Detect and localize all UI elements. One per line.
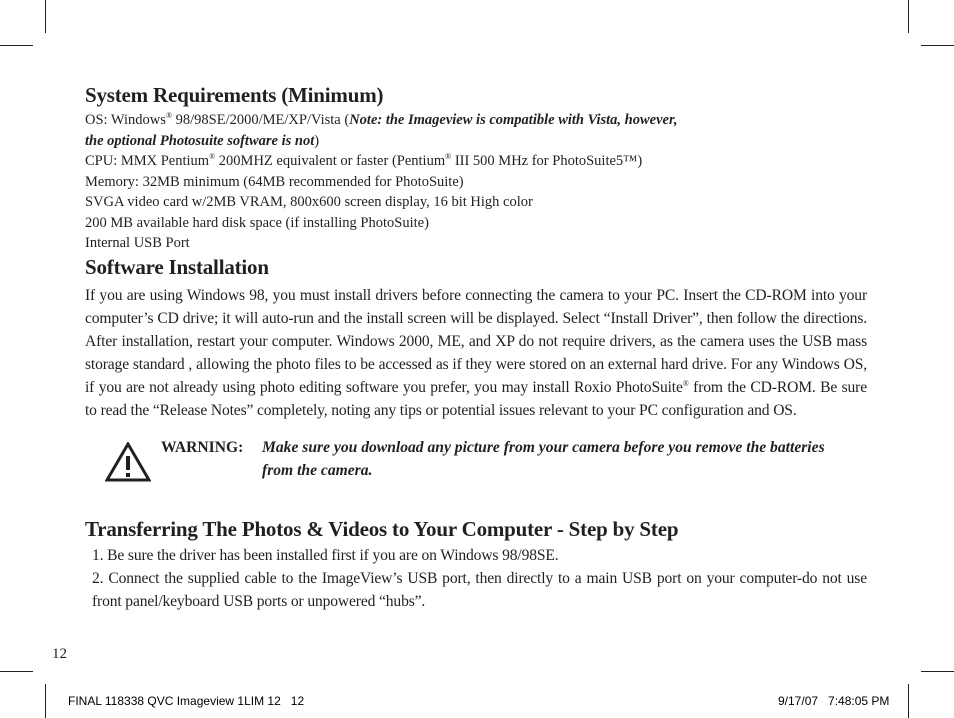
requirement-disk: 200 MB available hard disk space (if installing PhotoSuite) <box>85 214 429 231</box>
footer-slug-right: 9/17/07 7:48:05 PM <box>778 694 890 708</box>
crop-mark-bottom-right-horizontal <box>921 671 954 672</box>
crop-mark-bottom-right-vertical <box>908 684 909 718</box>
crop-mark-top-left-horizontal <box>0 45 33 46</box>
system-requirements-list <box>85 110 867 254</box>
page-content <box>85 82 867 613</box>
warning-text: Make sure you download any picture from your camera before you remove the batteries from the camera. <box>262 438 825 479</box>
requirement-os: OS: Windows® 98/98SE/2000/ME/XP/Vista (Note: the Imageview is compatible with Vista, however, <box>85 111 678 128</box>
requirement-os-note: the optional Photosuite software is not) <box>85 132 320 149</box>
step-2: 2. Connect the supplied cable to the ImageView’s USB port, then directly to a main USB port on your computer-do not use front panel/keyboard USB ports or unpowered “hubs”. <box>92 569 867 610</box>
page-number: 12 <box>52 646 67 662</box>
crop-mark-bottom-left-vertical <box>45 684 46 718</box>
requirement-memory: Memory: 32MB minimum (64MB recommended for PhotoSuite) <box>85 173 464 190</box>
software-installation-heading: Software Installation <box>85 254 269 279</box>
crop-mark-bottom-left-horizontal <box>0 671 33 672</box>
crop-mark-top-right-vertical <box>908 0 909 33</box>
vista-note-line1: Note: the Imageview is compatible with Vista, however, <box>349 112 678 128</box>
transfer-steps <box>85 544 867 613</box>
requirement-video: SVGA video card w/2MB VRAM, 800x600 screen display, 16 bit High color <box>85 194 533 210</box>
vista-note-line2: the optional Photosuite software is not <box>85 132 315 149</box>
crop-mark-top-left-vertical <box>45 0 46 33</box>
system-requirements-heading: System Requirements (Minimum) <box>85 83 384 107</box>
warning-block <box>85 436 867 516</box>
software-installation-body: If you are using Windows 98, you must install drivers before connecting the camera to your PC. Insert the CD-ROM into your computer’s CD drive; it will auto-run and the install screen will be displayed. Select “Install Driver”, then follow the directions. After installation, restart your computer. Windows 2000, ME, and XP do not require drivers, as the camera uses the USB mass storage standard , allowing the photo files to be accessed as if they were stored on an external hard drive. For any Windows OS, if you are not already using photo editing software you prefer, you may install Roxio PhotoSuite® from the CD-ROM. Be sure to read the “Release Notes” completely, noting any tips or potential issues relevant to your PC configuration and OS. <box>85 286 867 419</box>
transferring-heading: Transferring The Photos & Videos to Your Computer - Step by Step <box>85 516 679 541</box>
footer-slug-left: FINAL 118338 QVC Imageview 1LIM 12 12 <box>68 694 305 708</box>
crop-mark-top-right-horizontal <box>921 45 954 46</box>
requirement-usb: Internal USB Port <box>85 235 190 251</box>
step-1: 1. Be sure the driver has been installed first if you are on Windows 98/98SE. <box>92 546 559 564</box>
warning-label: WARNING: <box>161 438 244 456</box>
requirement-cpu: CPU: MMX Pentium® 200MHZ equivalent or faster (Pentium® III 500 MHz for PhotoSuite5™) <box>85 152 643 169</box>
warning-triangle-icon <box>105 442 151 482</box>
